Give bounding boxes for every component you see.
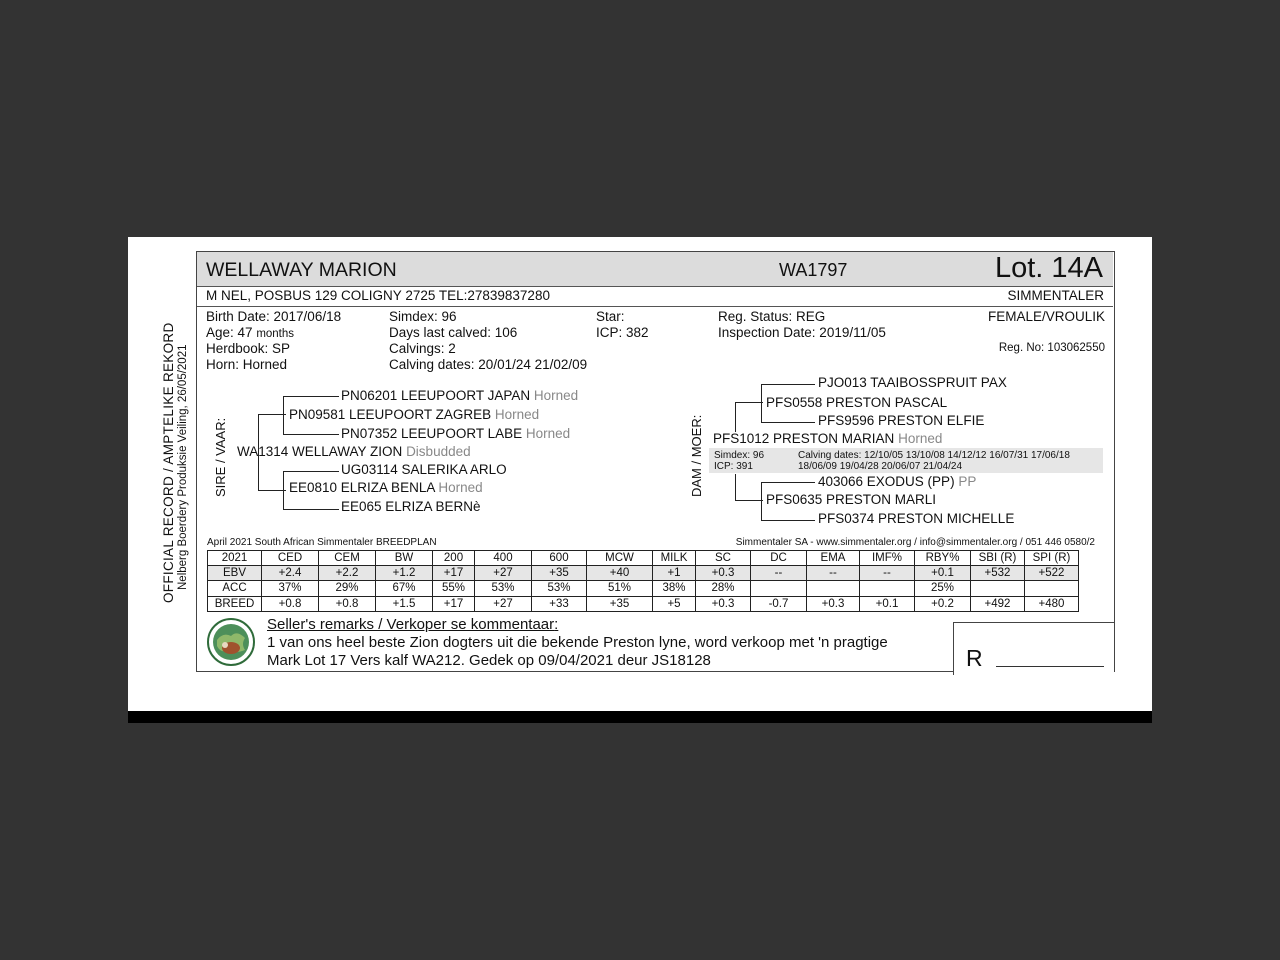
breed-row [208,596,1079,611]
cell: +0.1 [915,566,971,581]
price-entry-line [996,666,1104,667]
cell: EBV [208,566,262,581]
price-box [953,622,1114,675]
horn-status: Horn: Horned [206,357,288,372]
ebv-header-row [208,551,1079,566]
lot-sheet [196,251,1115,672]
cell: 67% [376,581,433,596]
tree-line [283,471,284,509]
cell: +0.2 [915,596,971,611]
cell: +33 [532,596,587,611]
tree-line [761,384,815,385]
dam-label: DAM / MOER: [689,414,704,497]
cell: +1 [653,566,696,581]
cell [751,581,807,596]
col-header: 200 [433,551,475,566]
col-header: 400 [475,551,532,566]
dam: PFS1012 PRESTON MARIAN Horned [713,431,943,446]
ebv-row [208,566,1079,581]
tree-line [283,471,339,472]
sire-label: SIRE / VAAR: [213,417,228,497]
col-header: CED [262,551,319,566]
cell: +0.3 [807,596,860,611]
cell: +0.8 [319,596,376,611]
cell: +5 [653,596,696,611]
dam-calving-dates-2: 18/06/09 19/04/28 20/06/07 21/04/24 [798,461,963,472]
sire-sire-dam: PN07352 LEEUPOORT LABE Horned [341,426,571,441]
col-header: CEM [319,551,376,566]
age [206,325,294,340]
cell: 28% [696,581,751,596]
tree-line [735,500,763,501]
breed-name: SIMMENTALER [1007,288,1104,303]
col-header: SC [696,551,751,566]
cell [860,581,915,596]
remarks-line: Mark Lot 17 Vers kalf WA212. Gedek op 09/04/2021 deur JS18128 [267,652,711,669]
cell: +0.8 [262,596,319,611]
cell: +2.2 [319,566,376,581]
col-header: RBY% [915,551,971,566]
star: Star: [596,309,625,324]
tree-line [258,414,286,415]
dam-dam-sire: 403066 EXODUS (PP) PP [818,474,977,489]
cell: 53% [532,581,587,596]
dam-sire: PFS0558 PRESTON PASCAL [766,395,948,410]
price-currency: R [966,645,983,671]
cell: +17 [433,566,475,581]
cell: 55% [433,581,475,596]
cell [971,581,1025,596]
official-record-label: OFFICIAL RECORD / AMPTELIKE REKORD [161,322,176,603]
age-unit: months [256,328,295,340]
card-bottom-bar [128,711,1152,723]
tree-line [735,402,736,432]
tree-line [735,474,736,500]
dam-dam-dam: PFS0374 PRESTON MICHELLE [818,511,1015,526]
society-logo-icon [207,618,255,666]
sire-dam-dam: EE065 ELRIZA BERNè [341,499,481,514]
society-contact: Simmentaler SA - www.simmentaler.org / info@simmentaler.org / 051 446 0580/2 [735,537,1095,548]
cell: 37% [262,581,319,596]
animal-code: WA1797 [779,260,848,280]
cell: +1.2 [376,566,433,581]
remarks-title: Seller's remarks / Verkoper se kommentaar: [267,616,559,633]
cell: 38% [653,581,696,596]
col-header: DC [751,551,807,566]
birth-date: Birth Date: 2017/06/18 [206,309,342,324]
cell: +2.4 [262,566,319,581]
col-header: MILK [653,551,696,566]
col-header: MCW [587,551,653,566]
col-header: 600 [532,551,587,566]
lot-number: Lot. 14A [994,252,1103,284]
tree-line [283,434,339,435]
cell: ACC [208,581,262,596]
cell: 53% [475,581,532,596]
cell: +27 [475,566,532,581]
simdex: Simdex: 96 [389,309,457,324]
tree-line [761,482,815,483]
cell: +0.1 [860,596,915,611]
cell: +1.5 [376,596,433,611]
cell: BREED [208,596,262,611]
cell: +492 [971,596,1025,611]
cell: +0.3 [696,596,751,611]
cell: +480 [1025,596,1079,611]
sire-sire-sire: PN06201 LEEUPOORT JAPAN Horned [341,388,579,403]
cell: +40 [587,566,653,581]
calvings: Calvings: 2 [389,341,456,356]
cell: 51% [587,581,653,596]
breedplan-note: April 2021 South African Simmentaler BREEDPLAN [207,537,437,548]
tree-line [761,520,815,521]
dam-icp: ICP: 391 [714,461,753,472]
calving-dates: Calving dates: 20/01/24 21/02/09 [389,357,588,372]
sire-sire: PN09581 LEEUPOORT ZAGREB Horned [289,407,540,422]
tree-line [761,482,762,520]
tree-line [283,396,284,434]
days-last-calved: Days last calved: 106 [389,325,518,340]
sire-dam: EE0810 ELRIZA BENLA Horned [289,480,483,495]
cell: -- [751,566,807,581]
cell: +27 [475,596,532,611]
owner-details: M NEL, POSBUS 129 COLIGNY 2725 TEL:27839837280 [206,288,550,303]
cell: -- [860,566,915,581]
reg-no: Reg. No: 103062550 [998,342,1105,354]
tree-line [735,402,763,403]
dam-dam: PFS0635 PRESTON MARLI [766,492,937,507]
acc-row [208,581,1079,596]
title-bar [197,252,1113,287]
tree-line [761,384,762,422]
remarks-line: 1 van ons heel beste Zion dogters uit die bekende Preston lyne, word verkoop met 'n pragtige [267,634,888,651]
ebv-table [207,550,1079,612]
col-header: SBI (R) [971,551,1025,566]
cell: 29% [319,581,376,596]
cell: +35 [587,596,653,611]
cell: +17 [433,596,475,611]
col-header: BW [376,551,433,566]
col-header: SPI (R) [1025,551,1079,566]
dam-simdex: Simdex: 96 [714,450,765,461]
cell [1025,581,1079,596]
cell: -0.7 [751,596,807,611]
col-header: 2021 [208,551,262,566]
dam-sire-dam: PFS9596 PRESTON ELFIE [818,413,985,428]
icp: ICP: 382 [596,325,649,340]
dam-calving-dates-1: Calving dates: 12/10/05 13/10/08 14/12/12 16/07/31 17/06/18 [798,450,1070,461]
tree-line [283,396,339,397]
cell: +522 [1025,566,1079,581]
dam-sire-sire: PJO013 TAAIBOSSPRUIT PAX [818,375,1007,390]
herdbook: Herdbook: SP [206,341,291,356]
auction-label: Nelberg Boerdery Produksie Veiling, 26/05/2021 [177,344,189,590]
cell [807,581,860,596]
cell: +0.3 [696,566,751,581]
col-header: IMF% [860,551,915,566]
owner-row [197,286,1113,307]
age-value: Age: 47 [206,325,253,340]
cell: 25% [915,581,971,596]
cell: +35 [532,566,587,581]
dam-details-box [709,448,1103,473]
inspection-date: Inspection Date: 2019/11/05 [718,325,886,340]
sire-dam-sire: UG03114 SALERIKA ARLO [341,462,507,477]
reg-status: Reg. Status: REG [718,309,826,324]
tree-line [283,509,339,510]
animal-name: WELLAWAY MARION [206,259,397,281]
col-header: EMA [807,551,860,566]
sex: FEMALE/VROULIK [987,309,1105,324]
sire: WA1314 WELLAWAY ZION Disbudded [237,444,471,459]
tree-line [258,490,286,491]
tree-line [761,422,815,423]
cell: -- [807,566,860,581]
cell: +532 [971,566,1025,581]
